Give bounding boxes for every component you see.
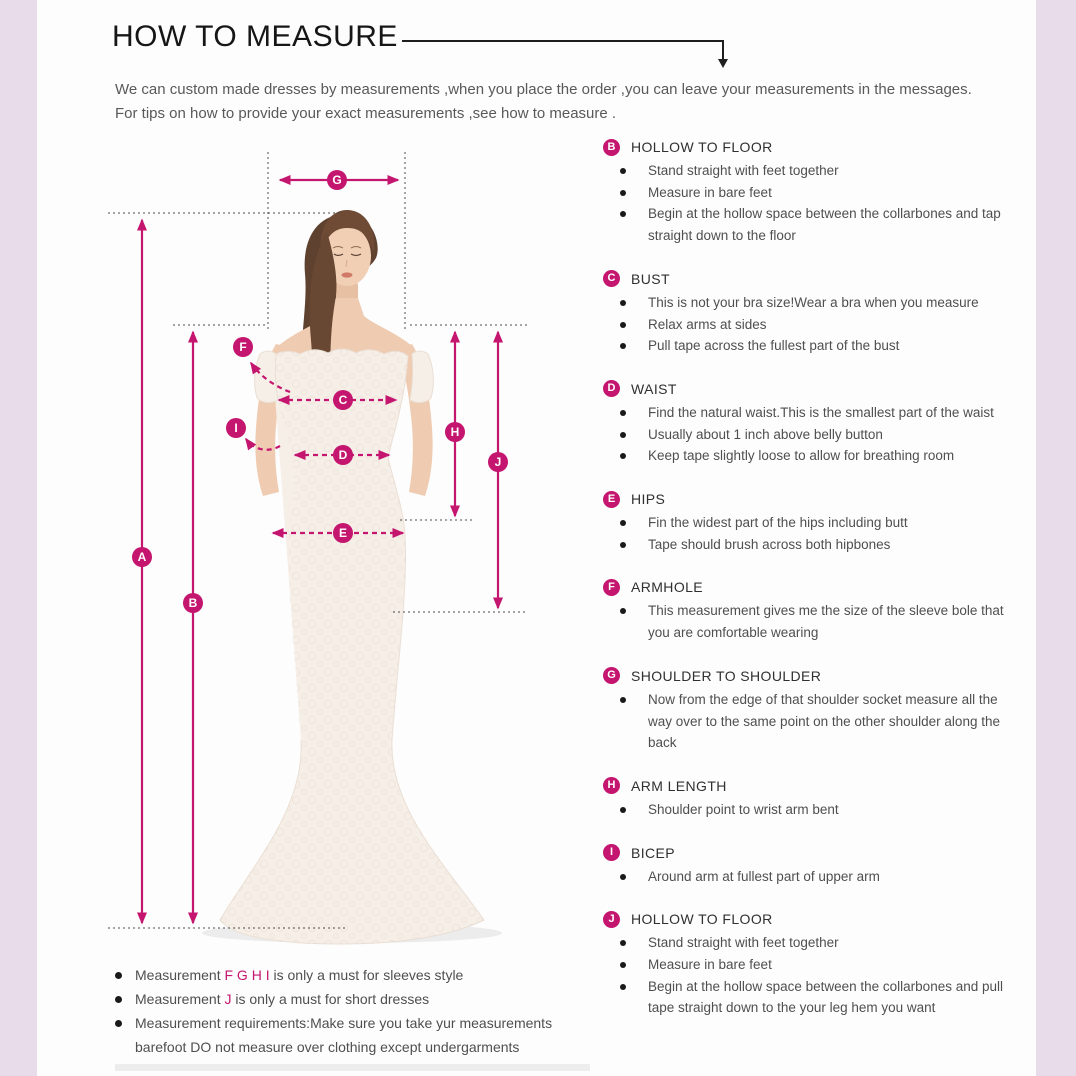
bullet-text: Around arm at fullest part of upper arm bbox=[648, 868, 880, 884]
bullet-text: Keep tape slightly loose to allow for breathing room bbox=[648, 448, 955, 464]
bullet-item bbox=[603, 512, 1020, 534]
left-lavender-band bbox=[0, 0, 37, 1076]
diagram-badge-J: J bbox=[488, 452, 508, 472]
section-hollow-to-floor-b bbox=[603, 136, 1023, 247]
section-badge-G: G bbox=[603, 667, 620, 684]
section-badge-C: C bbox=[603, 270, 620, 287]
bullet-dot-icon bbox=[115, 972, 122, 979]
bullet-dot-icon bbox=[620, 984, 626, 990]
bullet-item bbox=[603, 689, 1020, 754]
diagram-badge-B: B bbox=[183, 593, 203, 613]
section-title: SHOULDER TO SHOULDER bbox=[631, 667, 822, 684]
diagram-badge-F: F bbox=[233, 337, 253, 357]
diagram-badge-E: E bbox=[333, 523, 353, 543]
section-title: HOLLOW TO FLOOR bbox=[631, 911, 773, 928]
bullet-item bbox=[603, 954, 1020, 976]
intro-line-2: For tips on how to provide your exact measurements ,see how to measure . bbox=[115, 105, 617, 122]
title-rule-line bbox=[402, 40, 724, 42]
diagram-badge-D: D bbox=[333, 445, 353, 465]
bullet-dot-icon bbox=[620, 190, 626, 196]
bullet-text: This measurement gives me the size of the sleeve bole that you are comfortable wearing bbox=[648, 603, 1004, 641]
note-short-dresses bbox=[100, 987, 580, 1011]
section-title: BUST bbox=[631, 270, 670, 287]
bullet-text: Begin at the hollow space between the collarbones and pull tape straight down to the your leg hem you want bbox=[648, 978, 1003, 1016]
bullet-text: Pull tape across the fullest part of the bust bbox=[648, 338, 900, 354]
section-badge-I: I bbox=[603, 844, 620, 861]
section-badge-E: E bbox=[603, 491, 620, 508]
diagram-badge-A: A bbox=[132, 547, 152, 567]
page-title: HOW TO MEASURE bbox=[112, 20, 398, 53]
section-badge-B: B bbox=[603, 139, 620, 156]
note-text: Measurement bbox=[135, 967, 225, 983]
measurement-diagram bbox=[100, 140, 595, 965]
bullet-item bbox=[603, 182, 1020, 204]
section-title: ARMHOLE bbox=[631, 579, 704, 596]
bullet-dot-icon bbox=[620, 940, 626, 946]
bullet-dot-icon bbox=[620, 211, 626, 217]
bullet-item bbox=[603, 335, 1020, 357]
intro-line-1: We can custom made dresses by measurements ,when you place the order ,you can leave your measurements in the messages. bbox=[115, 81, 972, 98]
title-rule-drop bbox=[722, 40, 724, 60]
bullet-item bbox=[603, 445, 1020, 467]
bottom-notes bbox=[100, 963, 570, 1059]
bullet-text: Relax arms at sides bbox=[648, 316, 767, 332]
section-title: HOLLOW TO FLOOR bbox=[631, 139, 773, 155]
bullet-text: Tape should brush across both hipbones bbox=[648, 536, 891, 552]
bullet-dot-icon bbox=[620, 542, 626, 548]
note-sleeves-style bbox=[100, 963, 580, 987]
model-lips bbox=[342, 272, 353, 277]
section-hips bbox=[603, 488, 1023, 555]
bullet-dot-icon bbox=[620, 874, 626, 880]
bullet-item bbox=[603, 976, 1020, 1019]
note-text: Measurement bbox=[135, 991, 225, 1007]
note-requirements bbox=[100, 1011, 580, 1059]
bottom-cutoff-bar bbox=[115, 1064, 590, 1071]
note-text: Measurement requirements:Make sure you take yur measurements barefoot DO not measure over clothing except undergarments bbox=[135, 1015, 553, 1055]
dress-sleeve-right bbox=[410, 351, 433, 403]
diagram-badge-H: H bbox=[445, 422, 465, 442]
bullet-dot-icon bbox=[620, 520, 626, 526]
bullet-dot-icon bbox=[620, 962, 626, 968]
bullet-item bbox=[603, 799, 1020, 821]
section-badge-F: F bbox=[603, 579, 620, 596]
bullet-dot-icon bbox=[620, 410, 626, 416]
note-accent-letters: J bbox=[224, 991, 232, 1007]
bullet-text: Now from the edge of that shoulder socket measure all the way over to the same point on the other shoulder along the back bbox=[648, 691, 1000, 751]
bullet-dot-icon bbox=[620, 608, 626, 614]
note-accent-letters: F G H I bbox=[224, 967, 270, 983]
right-lavender-band bbox=[1036, 0, 1076, 1076]
bullet-text: Stand straight with feet together bbox=[648, 163, 839, 178]
bullet-dot-icon bbox=[620, 453, 626, 459]
section-waist bbox=[603, 378, 1023, 467]
diagram-badge-I: I bbox=[226, 418, 246, 438]
bullet-dot-icon bbox=[620, 807, 626, 813]
section-title: WAIST bbox=[631, 380, 677, 397]
bullet-item bbox=[603, 292, 1020, 314]
model-photo bbox=[202, 210, 502, 944]
bullet-dot-icon bbox=[620, 322, 626, 328]
bullet-item bbox=[603, 314, 1020, 336]
dress-sleeve-left bbox=[255, 351, 278, 403]
bullet-item bbox=[603, 424, 1020, 446]
title-down-arrow-icon bbox=[718, 59, 728, 68]
note-text: is only a must for sleeves style bbox=[269, 967, 464, 983]
bullet-item bbox=[603, 932, 1020, 954]
bullet-text: Shoulder point to wrist arm bent bbox=[648, 801, 839, 817]
section-shoulder-to-shoulder bbox=[603, 665, 1023, 754]
bullet-text: Find the natural waist.This is the smallest part of the waist bbox=[648, 404, 994, 420]
bullet-item bbox=[603, 534, 1020, 556]
section-bicep bbox=[603, 842, 1023, 888]
bullet-text: Measure in bare feet bbox=[648, 957, 772, 973]
bullet-text: Begin at the hollow space between the collarbones and tap straight down to the floor bbox=[648, 206, 1001, 244]
section-title: BICEP bbox=[631, 844, 676, 861]
bullet-item bbox=[603, 203, 1020, 246]
section-badge-J: J bbox=[603, 911, 620, 928]
bullet-text: Usually about 1 inch above belly button bbox=[648, 426, 883, 442]
section-title: HIPS bbox=[631, 491, 666, 508]
bullet-text: Stand straight with feet together bbox=[648, 935, 839, 951]
section-title: ARM LENGTH bbox=[631, 777, 727, 794]
bullet-item bbox=[603, 160, 1020, 182]
bullet-item bbox=[603, 600, 1020, 643]
section-hollow-to-floor-j bbox=[603, 908, 1023, 1019]
bullet-text: Fin the widest part of the hips including butt bbox=[648, 515, 908, 531]
bullet-dot-icon bbox=[620, 168, 626, 174]
bullet-dot-icon bbox=[620, 432, 626, 438]
measure-diagram-svg bbox=[100, 140, 595, 965]
section-armhole bbox=[603, 576, 1023, 643]
bullet-dot-icon bbox=[620, 697, 626, 703]
bullet-text: This is not your bra size!Wear a bra when you measure bbox=[648, 294, 979, 310]
section-badge-H: H bbox=[603, 777, 620, 794]
bullet-item bbox=[603, 866, 1020, 888]
bullet-dot-icon bbox=[115, 1020, 122, 1027]
measurement-instructions bbox=[603, 136, 1023, 1040]
bullet-text: Measure in bare feet bbox=[648, 184, 772, 200]
bullet-dot-icon bbox=[620, 300, 626, 306]
bullet-dot-icon bbox=[115, 996, 122, 1003]
section-bust bbox=[603, 268, 1023, 357]
intro-text bbox=[115, 78, 995, 126]
diagram-badge-C: C bbox=[333, 390, 353, 410]
bullet-item bbox=[603, 402, 1020, 424]
note-text: is only a must for short dresses bbox=[231, 991, 430, 1007]
diagram-badge-G: G bbox=[327, 170, 347, 190]
section-arm-length bbox=[603, 775, 1023, 821]
section-badge-D: D bbox=[603, 380, 620, 397]
bullet-dot-icon bbox=[620, 343, 626, 349]
